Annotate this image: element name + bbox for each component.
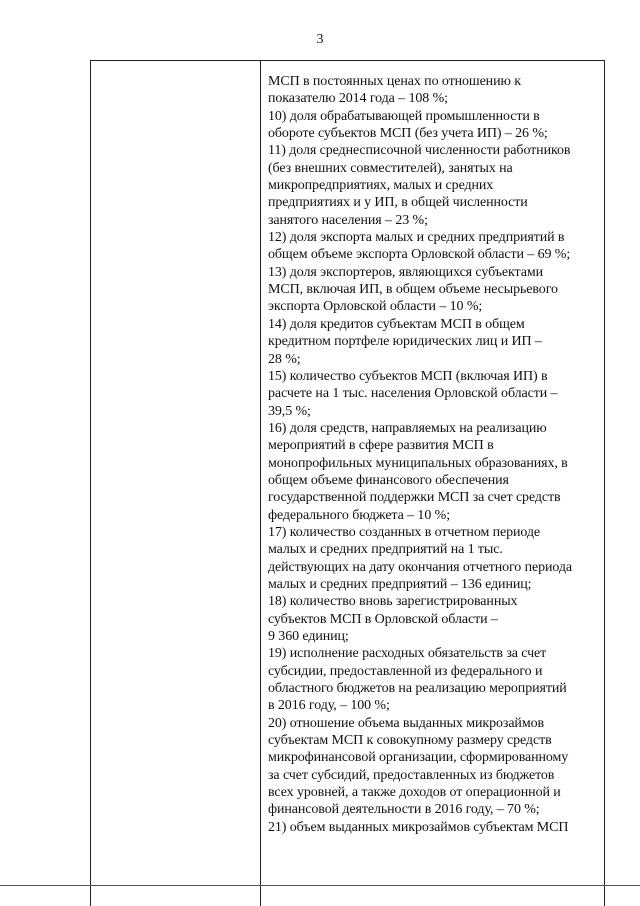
table-right-column bbox=[268, 73, 602, 836]
text-line: (без внешних совместителей), занятых на bbox=[268, 160, 513, 176]
text-line: 9 360 единиц; bbox=[268, 629, 349, 644]
text-line: экспорта Орловской области – 10 %; bbox=[268, 299, 483, 315]
text-line: 39,5 %; bbox=[268, 403, 311, 419]
text-line: 19) исполнение расходных обязательств за счет bbox=[268, 646, 547, 662]
text-line: за счет субсидий, предоставленных из бюджетов bbox=[268, 767, 555, 783]
text-line: 16) доля средств, направляемых на реализацию bbox=[268, 420, 547, 436]
page-number: 3 bbox=[316, 32, 324, 47]
text-line: 10) доля обрабатывающей промышленности в bbox=[268, 108, 540, 124]
text-line: показателю 2014 года – 108 %; bbox=[268, 91, 448, 107]
text-line: малых и средних предприятий – 136 единиц; bbox=[268, 576, 532, 592]
text-line: субъектов МСП в Орловской области – bbox=[268, 611, 498, 627]
document-table bbox=[90, 60, 605, 906]
text-line: общем объеме финансового обеспечения bbox=[268, 472, 509, 488]
text-line: финансовой деятельности в 2016 году, – 70 %; bbox=[268, 802, 540, 818]
text-line: расчете на 1 тыс. населения Орловской области – bbox=[268, 386, 558, 402]
text-line: 13) доля экспортеров, являющихся субъектами bbox=[268, 264, 543, 280]
text-line: федерального бюджета – 10 %; bbox=[268, 507, 450, 523]
text-line: 15) количество субъектов МСП (включая ИП) в bbox=[268, 368, 548, 384]
text-line: занятого населения – 23 %; bbox=[268, 212, 428, 228]
text-line: всех уровней, а также доходов от операционной и bbox=[268, 785, 561, 801]
text-line: микрофинансовой организации, сформированному bbox=[268, 750, 569, 766]
text-line: 14) доля кредитов субъектам МСП в общем bbox=[268, 316, 525, 332]
text-line: 28 %; bbox=[268, 351, 301, 367]
text-line: МСП в постоянных ценах по отношению к bbox=[268, 74, 521, 89]
table-left-column bbox=[91, 61, 261, 906]
text-line: 11) доля среднесписочной численности работников bbox=[268, 143, 571, 159]
text-line: МСП, включая ИП, в общем объеме несырьевого bbox=[268, 282, 558, 298]
text-line: 21) объем выданных микрозаймов субъектам МСП bbox=[268, 819, 569, 835]
text-line: общем объеме экспорта Орловской области – 69 %; bbox=[268, 247, 571, 263]
text-line: монопрофильных муниципальных образованиях, в bbox=[268, 455, 568, 471]
text-line: мероприятий в сфере развития МСП в bbox=[268, 438, 494, 454]
text-line: 17) количество созданных в отчетном периоде bbox=[268, 524, 541, 540]
text-line: 12) доля экспорта малых и средних предприятий в bbox=[268, 230, 565, 246]
text-line: действующих на дату окончания отчетного периода bbox=[268, 559, 573, 575]
text-line: обороте субъектов МСП (без учета ИП) – 26 %; bbox=[268, 126, 548, 142]
text-line: субъектам МСП к совокупному размеру средств bbox=[268, 733, 552, 749]
page-bottom-rule bbox=[0, 885, 640, 886]
text-line: областного бюджетов на реализацию мероприятий bbox=[268, 681, 567, 697]
text-line: кредитном портфеле юридических лиц и ИП – bbox=[268, 334, 542, 350]
text-line: государственной поддержки МСП за счет средств bbox=[268, 490, 561, 506]
text-line: малых и средних предприятий на 1 тыс. bbox=[268, 542, 503, 558]
text-line: 20) отношение объема выданных микрозаймов bbox=[268, 715, 544, 731]
text-line: предприятиях и у ИП, в общей численности bbox=[268, 195, 528, 211]
text-line: 18) количество вновь зарегистрированных bbox=[268, 594, 518, 610]
text-line: субсидии, предоставленной из федерального и bbox=[268, 663, 543, 679]
text-line: микропредприятиях, малых и средних bbox=[268, 178, 494, 194]
text-line: в 2016 году, – 100 %; bbox=[268, 698, 390, 714]
